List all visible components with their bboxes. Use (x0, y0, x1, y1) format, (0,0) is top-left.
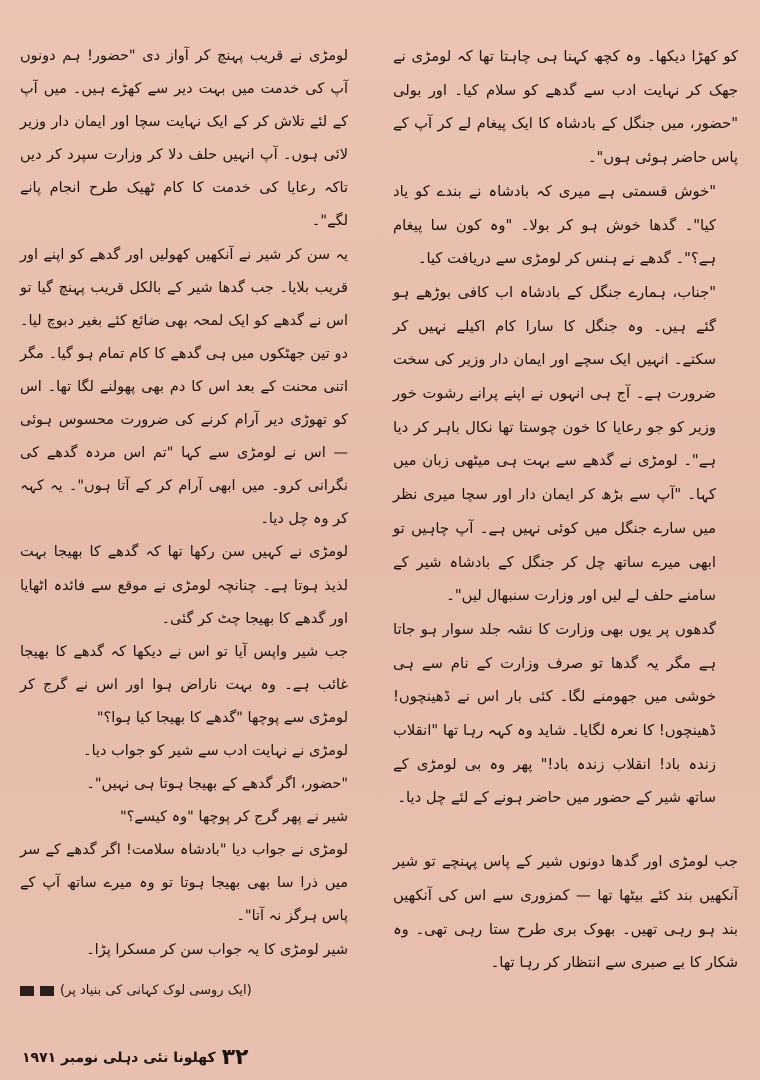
paragraph: "جناب، ہمارے جنگل کے بادشاہ اب کافی بوڑھے ہو گئے ہیں۔ وہ جنگل کا سارا کام اکیلے نہیں کر سکتے۔ انہیں ایک سچے اور ایمان دار وزیر کی سخت ضرورت ہے۔ آج ہی انہوں نے اپنے پرانے رشوت خور وزیر کو جو رعایا کا خون چوستا تھا نکال باہر کر دیا ہے"۔ لومڑی نے گدھے سے بہت ہی میٹھی زبان میں کہا۔ "آپ سے بڑھ کر ایمان دار اور سچا میری نظر میں سارے جنگل میں کوئی نہیں ہے۔ آپ چاہیں تو ابھی میرے ساتھ چل کر جنگل کے بادشاہ شیر کے سامنے حلف لے لیں اور وزارت سنبھال لیں"۔ (393, 283, 716, 605)
publication-info: کھلونا نئی دہلی نومبر ۱۹۷۱ (22, 1049, 216, 1066)
page-footer (22, 1045, 248, 1070)
end-mark-icon (20, 986, 34, 996)
paragraph: کو کھڑا دیکھا۔ وہ کچھ کہنا ہی چاہتا تھا کہ لومڑی نے جھک کر نہایت ادب سے گدھے کو سلام کیا۔ اور بولی "حضور، میں جنگل کے بادشاہ کا ایک پیغام لے کر آپ کے پاس حاضر ہوئی ہوں"۔ (393, 48, 738, 167)
source-note (20, 983, 370, 998)
paragraph: لومڑی نے قریب پہنچ کر آواز دی "حضور! ہم دونوں آپ کی خدمت میں بہت دیر سے کھڑے ہیں۔ میں آپ کے لئے تلاش کر کے ایک نہایت سچا اور ایمان دار وزیر لائی ہوں۔ آپ انہیں حلف دلا کر وزارت سپرد کر دیں تاکہ رعایا کی خدمت کا کام ٹھیک طرح انجام پانے لگے"۔ (20, 48, 348, 230)
paragraph: شیر نے پھر گرج کر پوچھا "وہ کیسے؟" (119, 809, 348, 826)
paragraph: شیر لومڑی کا یہ جواب سن کر مسکرا پڑا۔ (86, 941, 348, 958)
paragraph: جب شیر واپس آیا تو اس نے دیکھا کہ گدھے کا بھیجا غائب ہے۔ وہ بہت ناراض ہوا اور اس نے گرج کر لومڑی سے پوچھا "گدھے کا بھیجا کیا ہوا؟" (20, 643, 348, 726)
paragraph: گدھوں پر یوں بھی وزارت کا نشہ جلد سوار ہو جاتا ہے مگر یہ گدھا تو صرف وزارت کے نام سے ہی خوشی میں جھومنے لگا۔ کئی بار اس نے ڈھینچوں! ڈھینچوں! کا نعرہ لگایا۔ شاید وہ کہہ رہا تھا "انقلاب زندہ باد! انقلاب زندہ باد!" پھر وہ بی لومڑی کے ساتھ شیر کے حضور میں حاضر ہونے کے لئے چل دیا۔ (393, 620, 716, 807)
paragraph: یہ سن کر شیر نے آنکھیں کھولیں اور گدھے کو اپنے اور قریب بلایا۔ جب گدھا شیر کے بالکل قریب پہنچ گیا تو اس نے گدھے کو ایک لمحہ بھی ضائع کئے بغیر دبوچ لیا۔ دو تین جھٹکوں میں ہی گدھے کا کام تمام ہو گیا۔ مگر اتنی محنت کے بعد اس کا دم بھی پھولنے لگا تھا۔ اس کو تھوڑی دیر آرام کرنے کی ضرورت محسوس ہوئی — اس نے لومڑی سے کہا "تم اس مردہ گدھے کی نگرانی کرو۔ میں ابھی آرام کر کے آتا ہوں"۔ یہ کہہ کر وہ چل دیا۔ (20, 246, 348, 528)
left-column (20, 40, 370, 967)
paragraph: "خوش قسمتی ہے میری کہ بادشاہ نے بندے کو یاد کیا"۔ گدھا خوش ہو کر بولا۔ "وہ کون سا پیغام ہے؟"۔ گدھے نے ہنس کر لومڑی سے دریافت کیا۔ (393, 182, 716, 268)
right-column (393, 40, 738, 980)
section-lead-paragraph: جب لومڑی اور گدھا دونوں شیر کے پاس پہنچے تو شیر آنکھیں بند کئے بیٹھا تھا — کمزوری سے اس کی آنکھیں بند ہو رہی تھیں۔ بھوک بری طرح ستا رہی تھی۔ وہ شکار کا بے صبری سے انتظار کر رہا تھا۔ (393, 853, 738, 972)
paragraph: لومڑی نے کہیں سن رکھا تھا کہ گدھے کا بھیجا بہت لذیذ ہوتا ہے۔ چنانچہ لومڑی نے موقع سے فائدہ اٹھایا اور گدھے کا بھیجا چٹ کر گئی۔ (20, 544, 348, 627)
source-note-text: (ایک روسی لوک کہانی کی بنیاد پر) (60, 983, 252, 998)
paragraph: لومڑی نے نہایت ادب سے شیر کو جواب دیا۔ (83, 742, 348, 759)
page-number: ۳۲ (221, 1045, 249, 1070)
paragraph: لومڑی نے جواب دیا "بادشاہ سلامت! اگر گدھے کے سر میں ذرا سا بھی بھیجا ہوتا تو وہ میرے ساتھ آپ کے پاس ہرگز نہ آتا"۔ (20, 842, 348, 925)
end-mark-icon (40, 986, 54, 996)
paragraph: "حضور، اگر گدھے کے بھیجا ہوتا ہی نہیں"۔ (86, 776, 348, 793)
